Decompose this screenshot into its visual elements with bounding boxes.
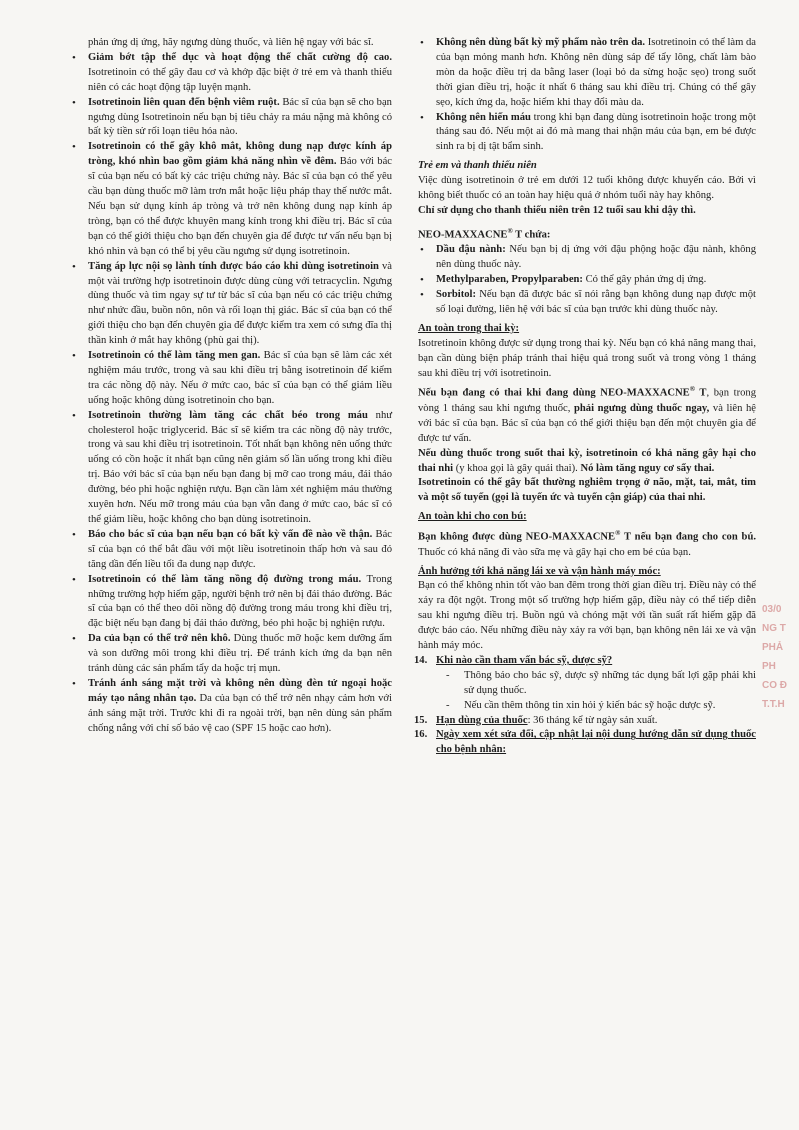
section-14: 14. Khi nào cần tham vấn bác sỹ, dược sỹ? - Thông báo cho bác sỹ, dược sỹ những tác dụng bất lợi gặp phải khi sử dụng thuốc. - Nếu cần thêm thông tin xin hỏi ý kiến bác sỹ hoặc dược sỹ. [418, 654, 756, 714]
list-item: • Không nên hiến máu trong khi bạn đang dùng isotretinoin hoặc trong một tháng sau đó. Nếu một ai đó mà mang thai nhận máu của bạn, em bé được sinh ra bị dị tật bẩm sinh. [418, 111, 756, 156]
list-item: - Thông báo cho bác sỹ, dược sỹ những tác dụng bất lợi gặp phải khi sử dụng thuốc. [436, 669, 756, 699]
children-paragraph: Việc dùng isotretinoin ở trẻ em dưới 12 tuổi không được khuyến cáo. Bởi vì không biết thuốc có an toàn hay hiệu quả ở nhóm tuổi này hay không. [418, 175, 756, 202]
right-warning-list [418, 36, 756, 155]
section-14-list [436, 669, 756, 714]
left-column [70, 36, 392, 737]
list-item: • Isotretinoin có thể gây khô mắt, không dung nạp được kính áp tròng, khó nhìn bao gồm giảm khả năng nhìn về đêm. Báo với bác sĩ của bạn nếu có bất kỳ các triệu chứng này. Bác sĩ của bạn có thể yêu cầu bạn dùng thuốc mỡ làm trơn mắt hoặc liệu pháp thay thế nước mắt. Nếu bạn sử dụng kính áp tròng và trở nên không dung nạp kính áp tròng, bạn có thể được khuyên mang kính trong khi điều trị. Bác sĩ của bạn có thể giới thiệu cho bạn đến chuyên gia để được tư vấn nếu bạn bị khó nhìn và bạn có thể bị yêu cầu ngưng sử dụng isotretinoin. [70, 140, 392, 259]
list-item: • Không nên dùng bất kỳ mỹ phẩm nào trên da. Isotretinoin có thể làm da của bạn mỏng manh hơn. Không nên dùng sáp để tẩy lông, chất làm bào mòn da hoặc điều trị da bằng laser (loại bỏ da sừng hoặc sẹo) trong suốt thời gian điều trị, hoặc ít nhất 6 tháng sau khi điều trị. Chúng có thể gây sẹo, kích ứng da, hoặc hiếm khi thay đổi màu da. [418, 36, 756, 111]
intro-paragraph: phản ứng dị ứng, hãy ngưng dùng thuốc, và liên hệ ngay với bác sĩ. [88, 37, 374, 48]
children-bold-note: Chỉ sử dụng cho thanh thiếu niên trên 12 tuổi sau khi dậy thì. [418, 204, 696, 216]
left-warning-list [70, 51, 392, 737]
breastfeeding-heading: An toàn khi cho con bú: [418, 511, 527, 523]
list-item: • Dầu đậu nành: Nếu bạn bị dị ứng với đậu phộng hoặc đậu nành, không nên dùng thuốc này. [418, 243, 756, 273]
right-column [414, 36, 756, 758]
breastfeeding-paragraph: Bạn không được dùng NEO-MAXXACNE® T nếu bạn đang cho con bú. Thuốc có khả năng đi vào sữa mẹ và gây hại cho em bé của bạn. [418, 529, 756, 558]
section-15: 15. Hạn dùng của thuốc: 36 tháng kể từ ngày sản xuất. [414, 714, 658, 726]
numbered-sections [414, 654, 756, 758]
list-item: • Isotretinoin thường làm tăng các chất béo trong máu như cholesterol hoặc triglycerid. Bác sĩ sẽ kiểm tra các nồng độ này trước, trong và sau khi điều trị isotretinoin. Tốt nhất bạn không nên uống thức uống có cồn hoặc ít nhất bạn cũng nên giảm số lần uống trong khi điều trị. Báo với bác sĩ của bạn nếu bạn đang bị mỡ cao trong máu, đái tháo đường, béo phì hoặc nghiện rượu. Bạn cần làm xét nghiệm máu thường xuyên hơn. Nếu mỡ trong máu của bạn vẫn đang ở mức cao, bác sĩ có thể giảm liều, hoặc không cho bạn dùng isotretinoin. [70, 409, 392, 528]
list-item: • Methylparaben, Propylparaben: Có thể gây phản ứng dị ứng. [418, 273, 756, 288]
list-item: • Isotretinoin liên quan đến bệnh viêm ruột. Bác sĩ của bạn sẽ cho bạn ngưng dùng Isotretinoin nếu bạn bị tiêu chảy ra máu nặng mà không có bất kỳ tiền sử rối loạn tiêu hóa nào. [70, 96, 392, 141]
excipient-list [418, 243, 756, 318]
driving-heading: Ảnh hưởng tới khả năng lái xe và vận hành máy móc: [418, 565, 661, 577]
list-item: - Nếu cần thêm thông tin xin hỏi ý kiến bác sỹ hoặc dược sỹ. [436, 699, 756, 714]
list-item: • Sorbitol: Nếu bạn đã được bác sĩ nói rằng bạn không dung nạp được một số loại đường, liên hệ với bác sĩ của bạn trước khi dùng thuốc này. [418, 288, 756, 318]
list-item: • Giảm bớt tập thể dục và hoạt động thể chất cường độ cao. Isotretinoin có thể gây đau cơ và khớp đặc biệt ở trẻ em và thanh thiếu niên có các hoạt động tập luyện mạnh. [70, 51, 392, 96]
pregnancy-paragraph-3: Nếu dùng thuốc trong suốt thai kỳ, isotretinoin có khả năng gây hại cho thai nhi (y khoa gọi là gây quái thai). Nó làm tăng nguy cơ sẩy thai. [418, 447, 756, 474]
pregnancy-heading: An toàn trong thai kỳ: [418, 322, 520, 334]
list-item: • Isotretinoin có thể làm tăng nồng độ đường trong máu. Trong những trường hợp hiếm gặp, người bệnh trở nên bị đái tháo đường. Bác sĩ của bạn có thể theo dõi nồng độ đường trong máu trong khi điều trị, đặc biệt nếu bạn đang bị đái tháo đường, béo phì hoặc bị nghiện rượu. [70, 573, 392, 633]
pregnancy-paragraph-2: Nếu bạn đang có thai khi đang dùng NEO-MAXXACNE® T, bạn trong vòng 1 tháng sau khi ngưng thuốc, phải ngưng dùng thuốc ngay, và liên hệ với bác sĩ của bạn. Bác sĩ của bạn có thể giới thiệu bạn đến một chuyên gia để được tư vấn. [418, 385, 756, 444]
partial-stamp: 03/0 NG T PHẢ PH CO Đ T.T.H [762, 604, 787, 710]
list-item: • Tăng áp lực nội sọ lành tính được báo cáo khi dùng isotretinoin và một vài trường hợp isotretinoin được dùng cùng với tetracyclin. Ngưng dùng thuốc và tìm ngay sự tư từ bác sĩ của bạn nếu có các triệu chứng như nhức đầu, buồn nôn, nôn và rối loạn thị giác. Bác sĩ của bạn có thể giới thiệu cho bạn đến chuyên gia để được kiểm tra xem có sưng đĩa thị thần kinh ở mắt hay không (phù gai thị). [70, 260, 392, 349]
children-heading: Trẻ em và thanh thiếu niên [418, 160, 537, 172]
list-item: • Da của bạn có thể trở nên khô. Dùng thuốc mỡ hoặc kem dưỡng ẩm và son dưỡng môi trong khi điều trị. Để tránh kích ứng da bạn nên tránh dùng các sản phẩm tẩy da hoặc trị mụn. [70, 632, 392, 677]
driving-paragraph: Bạn có thể không nhìn tốt vào ban đêm trong thời gian điều trị. Điều này có thể xảy ra đột ngột. Trong một số trường hợp hiếm gặp, điều này có thể tiếp diễn sau khi ngưng điều trị. Buồn ngủ và chóng mặt với tần suất rất hiếm gặp đã được báo cáo. Nếu những điều này xảy ra với bạn, bạn không nên lái xe và vận hành máy móc. [418, 580, 756, 652]
list-item: • Báo cho bác sĩ của bạn nếu bạn có bất kỳ vấn đề nào về thận. Bác sĩ của bạn có thể bắt đầu với một liều isotretinoin thấp hơn và sau đó tăng dần đến liều tối đa dung nạp được. [70, 528, 392, 573]
contains-heading: NEO-MAXXACNE® T chứa: [418, 226, 551, 241]
list-item: • Tránh ánh sáng mặt trời và không nên dùng đèn tử ngoại hoặc máy tạo nắng nhân tạo. Da của bạn có thể trở nên nhạy cảm hơn với ánh sáng mặt trời. Trước khi đi ra ngoài trời, bạn nên dùng sản phẩm chống nắng với chỉ số bảo vệ cao (SPF 15 hoặc cao hơn). [70, 677, 392, 737]
pregnancy-paragraph-1: Isotretinoin không được sử dụng trong thai kỳ. Nếu bạn có khả năng mang thai, bạn cần dùng biện pháp tránh thai hiệu quả trong suốt và trong vòng 1 tháng sau khi điều trị với isotretinoin. [418, 337, 756, 379]
list-item: • Isotretinoin có thể làm tăng men gan. Bác sĩ của bạn sẽ làm các xét nghiệm máu trước, trong và sau khi điều trị bằng isotretinoin để kiểm tra các nồng độ này. Nếu ở mức cao, bác sĩ của bạn có thể giảm liều uống hoặc không dùng isotretinoin cho bạn. [70, 349, 392, 409]
pregnancy-paragraph-4: Isotretinoin có thể gây bất thường nghiêm trọng ở não, mặt, tai, mắt, tim và một số tuyến (gọi là tuyến ức và tuyến cận giáp) của thai nhi. [418, 477, 756, 504]
section-16: 16. Ngày xem xét sửa đổi, cập nhật lại nội dung hướng dẫn sử dụng thuốc cho bệnh nhân: [414, 729, 756, 756]
